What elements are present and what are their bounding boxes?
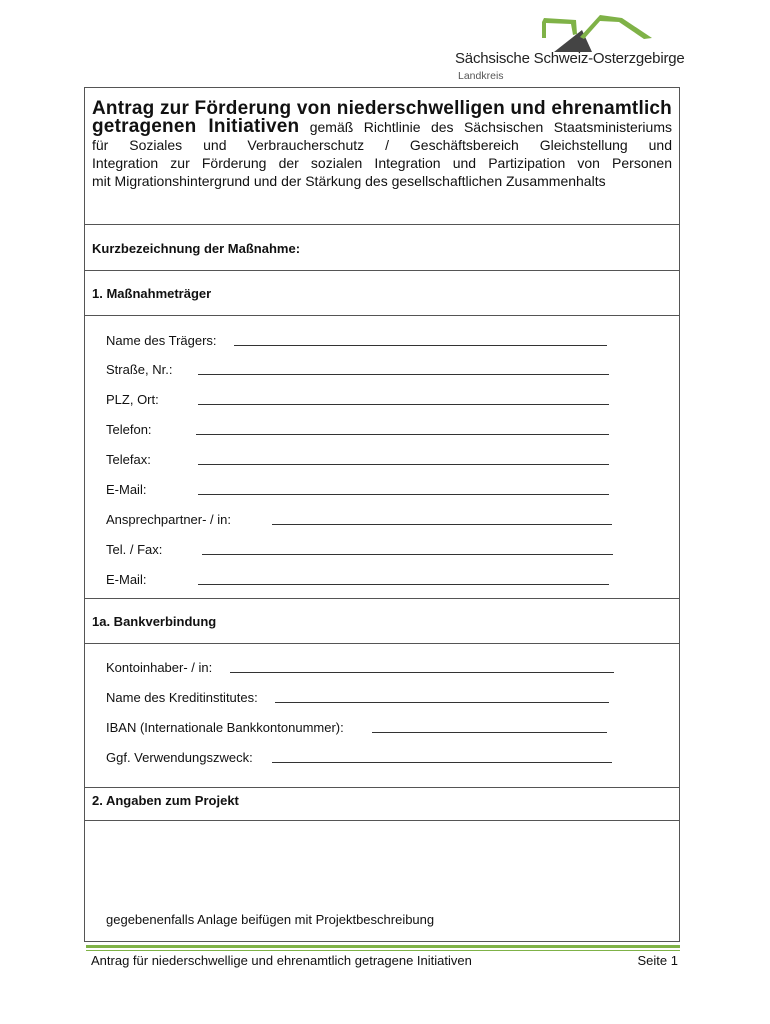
title-section — [85, 88, 679, 225]
field-line-phone[interactable] — [196, 434, 609, 435]
field-line-iban[interactable] — [372, 732, 607, 733]
section-1-heading: 1. Maßnahmeträger — [92, 286, 212, 301]
footer-rule-thin — [86, 950, 680, 951]
field-label-contact-email: E-Mail: — [106, 572, 147, 587]
title-line-5: mit Migrationshintergrund und der Stärkung des gesellschaftlichen Zusammenhalts — [92, 173, 606, 189]
footer-title: Antrag für niederschwellige und ehrenamtlich getragene Initiativen — [91, 953, 472, 968]
field-label-contact-phone-fax: Tel. / Fax: — [106, 542, 163, 557]
section-1a-header — [85, 599, 679, 644]
field-label-email: E-Mail: — [106, 482, 147, 497]
section-2-header — [85, 788, 679, 821]
section-1-fields — [85, 316, 679, 599]
project-note: gegebenenfalls Anlage beifügen mit Projektbeschreibung — [106, 912, 435, 927]
field-line-contact-phone-fax[interactable] — [202, 554, 613, 555]
section-1a-heading: 1a. Bankverbindung — [92, 614, 217, 629]
field-label-contact: Ansprechpartner- / in: — [106, 512, 232, 527]
section-1a-fields — [85, 644, 679, 788]
section-2-body[interactable] — [85, 821, 679, 943]
district-logo — [455, 12, 685, 84]
field-label-bank-name: Name des Kreditinstitutes: — [106, 690, 258, 705]
title-line-4: Integration zur Förderung der sozialen Integration und Partizipation von Personen — [92, 155, 672, 171]
field-label-iban: IBAN (Internationale Bankkontonummer): — [106, 720, 344, 735]
field-label-purpose: Ggf. Verwendungszweck: — [106, 750, 253, 765]
footer-rule-thick — [86, 945, 680, 948]
application-form — [84, 87, 680, 942]
field-label-zip-city: PLZ, Ort: — [106, 392, 159, 407]
field-line-bank-name[interactable] — [275, 702, 609, 703]
field-line-street[interactable] — [198, 374, 609, 375]
field-line-fax[interactable] — [198, 464, 609, 465]
field-label-account-holder: Kontoinhaber- / in: — [106, 660, 213, 675]
field-line-zip-city[interactable] — [198, 404, 609, 405]
field-label-street: Straße, Nr.: — [106, 362, 173, 377]
logo-mark — [540, 12, 660, 52]
field-line-name[interactable] — [234, 345, 607, 346]
short-name-section[interactable] — [85, 225, 679, 271]
form-title — [92, 100, 672, 190]
page-number: Seite 1 — [637, 953, 678, 968]
field-line-contact-email[interactable] — [198, 584, 609, 585]
field-label-phone: Telefon: — [106, 422, 152, 437]
field-line-email[interactable] — [198, 494, 609, 495]
field-label-name: Name des Trägers: — [106, 333, 217, 348]
logo-subtitle: Landkreis — [458, 70, 504, 82]
title-line-3: für Soziales und Verbraucherschutz / Geschäftsbereich Gleichstellung und — [92, 137, 672, 153]
title-line-2-rest: gemäß Richtlinie des Sächsischen Staatsministeriums — [299, 119, 672, 135]
field-line-purpose[interactable] — [272, 762, 612, 763]
section-1-header — [85, 271, 679, 316]
field-line-contact[interactable] — [272, 524, 612, 525]
field-label-fax: Telefax: — [106, 452, 151, 467]
short-name-label: Kurzbezeichnung der Maßnahme: — [92, 241, 301, 256]
logo-name: Sächsische Schweiz-Osterzgebirge — [455, 50, 685, 67]
section-2-heading: 2. Angaben zum Projekt — [92, 793, 239, 808]
title-line-1: Antrag zur Förderung von niederschwelligen und ehrenamtlich — [92, 98, 672, 119]
title-line-2-bold: getragenen Initiativen — [92, 116, 300, 137]
field-line-account-holder[interactable] — [230, 672, 614, 673]
